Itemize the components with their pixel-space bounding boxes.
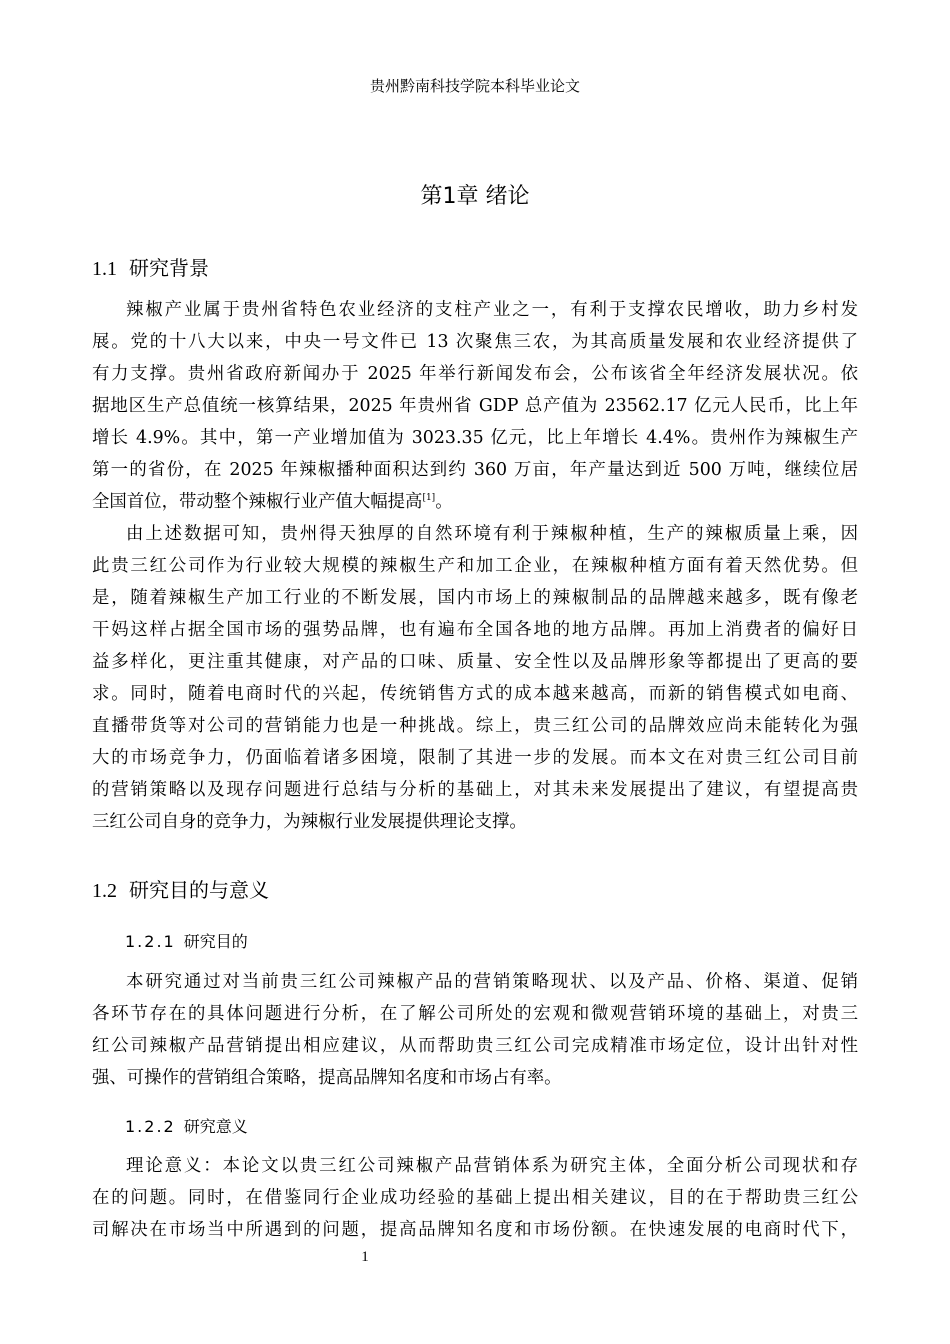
text-line: 第一的省份，在 2025 年辣椒播种面积达到约 360 万亩，年产量达到近 500 万吨，继续位居: [92, 460, 858, 480]
text-line: 益多样化，更注重其健康，对产品的口味、质量、安全性以及品牌形象等都提出了更高的要: [92, 652, 858, 672]
section-title: 研究目的与意义: [129, 878, 269, 902]
text-line: 据地区生产总值统一核算结果，2025 年贵州省 GDP 总产值为 23562.17 亿元人民币，比上年: [92, 396, 858, 416]
text-line: 此贵三红公司作为行业较大规模的辣椒生产和加工企业，在辣椒种植方面有着天然优势。但: [92, 556, 858, 576]
section-heading-1-2: [92, 876, 269, 905]
text-line: 有力支撑。贵州省政府新闻办于 2025 年举行新闻发布会，公布该省全年经济发展状况。依: [92, 364, 858, 384]
subsection-heading-1-2-1: [125, 931, 248, 953]
text-line: 大的市场竞争力，仍面临着诸多困境，限制了其进一步的发展。而本文在对贵三红公司目前: [92, 748, 858, 768]
subsection-number: 1.2.2: [125, 1117, 176, 1136]
section-number: 1.2: [92, 880, 117, 902]
citation-reference: [1]: [422, 493, 436, 503]
paragraph-background-2: [92, 518, 858, 838]
text-line: 求。同时，随着电商时代的兴起，传统销售方式的成本越来越高，而新的销售模式如电商、: [92, 684, 858, 704]
text-line: 的营销策略以及现存问题进行总结与分析的基础上，对其未来发展提出了建议，有望提高贵: [92, 780, 858, 800]
text-fragment: 全国首位，带动整个辣椒行业产值大幅提高: [92, 492, 423, 512]
subsection-heading-1-2-2: [125, 1116, 248, 1138]
paragraph-background-1: [92, 294, 858, 518]
paragraph-significance: [92, 1150, 858, 1246]
page-number: 1: [361, 1249, 369, 1265]
subsection-title: 研究意义: [183, 1117, 248, 1136]
text-line: 各环节存在的具体问题进行分析，在了解公司所处的宏观和微观营销环境的基础上，对贵三: [92, 1004, 858, 1024]
text-fragment: 。: [435, 492, 453, 512]
text-line: 三红公司自身的竞争力，为辣椒行业发展提供理论支撑。: [92, 812, 527, 832]
text-line: 增长 4.9%。其中，第一产业增加值为 3023.35 亿元，比上年增长 4.4%。贵州作为辣椒生产: [92, 428, 858, 448]
subsection-title: 研究目的: [183, 932, 248, 951]
text-line: 强、可操作的营销组合策略，提高品牌知名度和市场占有率。: [92, 1068, 562, 1088]
text-line: 红公司辣椒产品营销提出相应建议，从而帮助贵三红公司完成精准市场定位，设计出针对性: [92, 1036, 858, 1056]
text-line: [92, 486, 858, 518]
text-line: 是，随着辣椒生产加工行业的不断发展，国内市场上的辣椒制品的品牌越来越多，既有像老: [92, 588, 858, 608]
paragraph-purpose: [92, 966, 858, 1094]
section-heading-1-1: [92, 254, 209, 283]
text-line: 干妈这样占据全国市场的强势品牌，也有遍布全国各地的地方品牌。再加上消费者的偏好日: [92, 620, 858, 640]
subsection-number: 1.2.1: [125, 932, 176, 951]
section-title: 研究背景: [129, 256, 209, 280]
section-number: 1.1: [92, 258, 117, 280]
text-line: 司解决在市场当中所遇到的问题，提高品牌知名度和市场份额。在快速发展的电商时代下，: [92, 1220, 858, 1240]
text-line: 本研究通过对当前贵三红公司辣椒产品的营销策略现状、以及产品、价格、渠道、促销: [126, 972, 858, 992]
chapter-title: 第1章 绪论: [420, 184, 530, 209]
text-line: 在的问题。同时，在借鉴同行企业成功经验的基础上提出相关建议，目的在于帮助贵三红公: [92, 1188, 858, 1208]
text-line: 直播带货等对公司的营销能力也是一种挑战。综上，贵三红公司的品牌效应尚未能转化为强: [92, 716, 858, 736]
text-line: 由上述数据可知，贵州得天独厚的自然环境有利于辣椒种植，生产的辣椒质量上乘，因: [126, 524, 858, 544]
text-line: 辣椒产业属于贵州省特色农业经济的支柱产业之一，有利于支撑农民增收，助力乡村发: [126, 300, 858, 320]
text-line: 展。党的十八大以来，中央一号文件已 13 次聚焦三农，为其高质量发展和农业经济提供了: [92, 332, 858, 352]
text-line: 理论意义：本论文以贵三红公司辣椒产品营销体系为研究主体，全面分析公司现状和存: [126, 1156, 858, 1176]
page-header: 贵州黔南科技学院本科毕业论文: [369, 77, 580, 95]
